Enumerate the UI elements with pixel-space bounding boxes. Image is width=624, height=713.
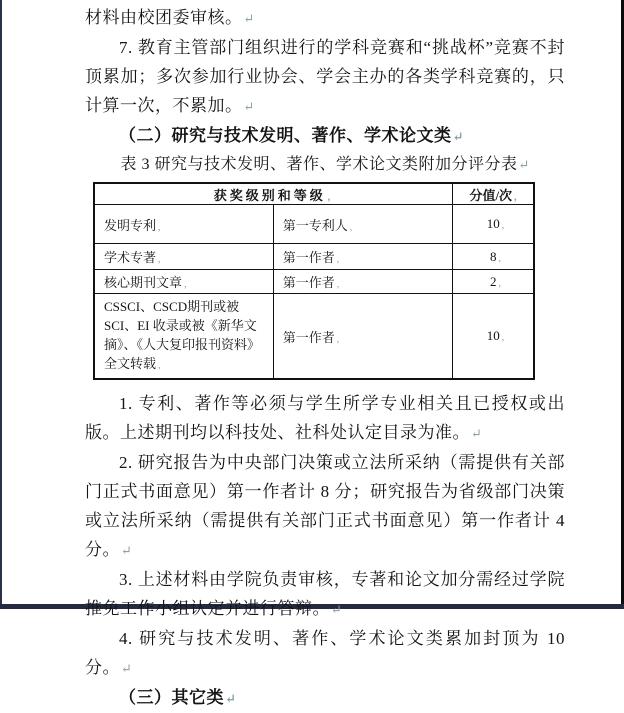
- cell-item: [94, 244, 273, 270]
- cell-text: 第一作者: [282, 250, 335, 265]
- table-row: [94, 294, 534, 380]
- cell-mark-icon: ,: [349, 221, 353, 233]
- section-3-heading: [85, 683, 565, 713]
- paragraph-text: 1. 专利、著作等必须与学生所学专业相关且已授权或出版。上述期刊均以科技处、社科处认定目录为准。: [85, 394, 565, 442]
- cell-text: 学术专著: [104, 250, 157, 265]
- note-4: [85, 624, 565, 683]
- cell-text: 第一作者: [282, 275, 335, 290]
- caption-text: 表 3 研究与技术发明、著作、学术论文类附加分评分表: [120, 156, 518, 173]
- heading-text: （二）研究与技术发明、著作、学术论文类: [119, 126, 452, 145]
- note-1: [85, 389, 565, 448]
- paragraph-mark-icon: ↵: [121, 661, 132, 676]
- paragraph-continuation: [85, 3, 565, 33]
- score-table: [93, 182, 535, 380]
- paragraph-mark-icon: ↵: [243, 11, 255, 26]
- cell-mark-icon: ,: [327, 191, 334, 203]
- table-header-row: [94, 183, 534, 205]
- cell-role: [273, 244, 452, 270]
- cell-mark-icon: ,: [498, 252, 501, 264]
- paragraph-mark-icon: ↵: [243, 99, 255, 114]
- paragraph-text: 3. 上述材料由学院负责审核，专著和论文加分需经过学院推免工作小组认定并进行答辩。: [85, 570, 565, 618]
- cell-mark-icon: ,: [336, 279, 340, 290]
- header-text: 获奖级别和等级: [213, 187, 326, 203]
- cell-mark-icon: ,: [514, 191, 517, 203]
- cell-mark-icon: ,: [158, 254, 161, 265]
- paragraph-mark-icon: ↵: [121, 543, 132, 558]
- cell-text: 核心期刊文章: [104, 275, 183, 290]
- cell-text: 第一专利人: [282, 217, 348, 233]
- table-row: [94, 205, 534, 244]
- cell-text: CSSCI、CSCD期刊或被 SCI、EI 收录或被《新华文摘》、《人大复印报刊资料》全文转载: [104, 299, 261, 371]
- cell-mark-icon: ,: [158, 221, 161, 233]
- cell-role: [273, 294, 452, 380]
- paragraph-mark-icon: ↵: [331, 602, 342, 617]
- cell-mark-icon: ,: [184, 279, 187, 290]
- cell-score: [453, 294, 535, 380]
- cell-text: 10: [486, 216, 500, 231]
- paragraph-mark-icon: ↵: [518, 157, 530, 172]
- cell-text: 发明专利: [104, 217, 157, 233]
- cell-text: 第一作者: [282, 329, 335, 345]
- note-2: [85, 448, 565, 565]
- cell-mark-icon: ,: [336, 254, 340, 265]
- cell-score: [453, 270, 535, 294]
- paragraph-text: 材料由校团委审核。: [85, 8, 243, 27]
- cell-score: [453, 244, 535, 270]
- section-2-heading: [85, 121, 565, 151]
- cell-item: [94, 294, 273, 380]
- header-cell-score: [453, 183, 535, 205]
- note-3: [85, 565, 565, 624]
- paragraph-text: 2. 研究报告为中央部门决策或立法所采纳（需提供有关部门正式书面意见）第一作者计 8 分；研究报告为省级部门决策或立法所采纳（需提供有关部门正式书面意见）第一作者计 4 分。: [85, 453, 565, 559]
- table-row: [94, 270, 534, 294]
- heading-text: （三）其它类: [119, 688, 224, 707]
- cell-score: [453, 205, 535, 244]
- window-border-left: [0, 0, 2, 609]
- cell-text: 2: [490, 273, 497, 289]
- paragraph-mark-icon: ↵: [471, 426, 482, 441]
- cell-role: [273, 270, 452, 294]
- header-text: 分值/次: [469, 187, 513, 203]
- paragraph-text: 4. 研究与技术发明、著作、学术论文类累加封顶为 10 分。: [85, 629, 565, 677]
- table-caption: [85, 151, 565, 179]
- cell-mark-icon: ,: [501, 332, 505, 343]
- cell-role: [273, 205, 452, 244]
- cell-mark-icon: ,: [498, 277, 501, 289]
- paragraph-text: 7. 教育主管部门组织进行的学科竞赛和“挑战杯”竞赛不封顶累加；多次参加行业协会、学会主办的各类学科竞赛的，只计算一次，不累加。: [85, 38, 565, 115]
- header-cell-level: [94, 183, 453, 205]
- cell-mark-icon: ,: [336, 333, 340, 345]
- cell-item: [94, 205, 273, 244]
- cell-text: 8: [490, 248, 497, 264]
- cell-item: [94, 270, 273, 294]
- paragraph-mark-icon: ↵: [225, 691, 236, 706]
- paragraph-mark-icon: ↵: [452, 129, 464, 144]
- cell-text: 10: [486, 328, 500, 343]
- paragraph-item-7: [85, 33, 565, 121]
- table-row: [94, 244, 534, 270]
- document-body: [85, 3, 565, 713]
- cell-mark-icon: ,: [501, 220, 505, 231]
- cell-mark-icon: ,: [158, 360, 161, 371]
